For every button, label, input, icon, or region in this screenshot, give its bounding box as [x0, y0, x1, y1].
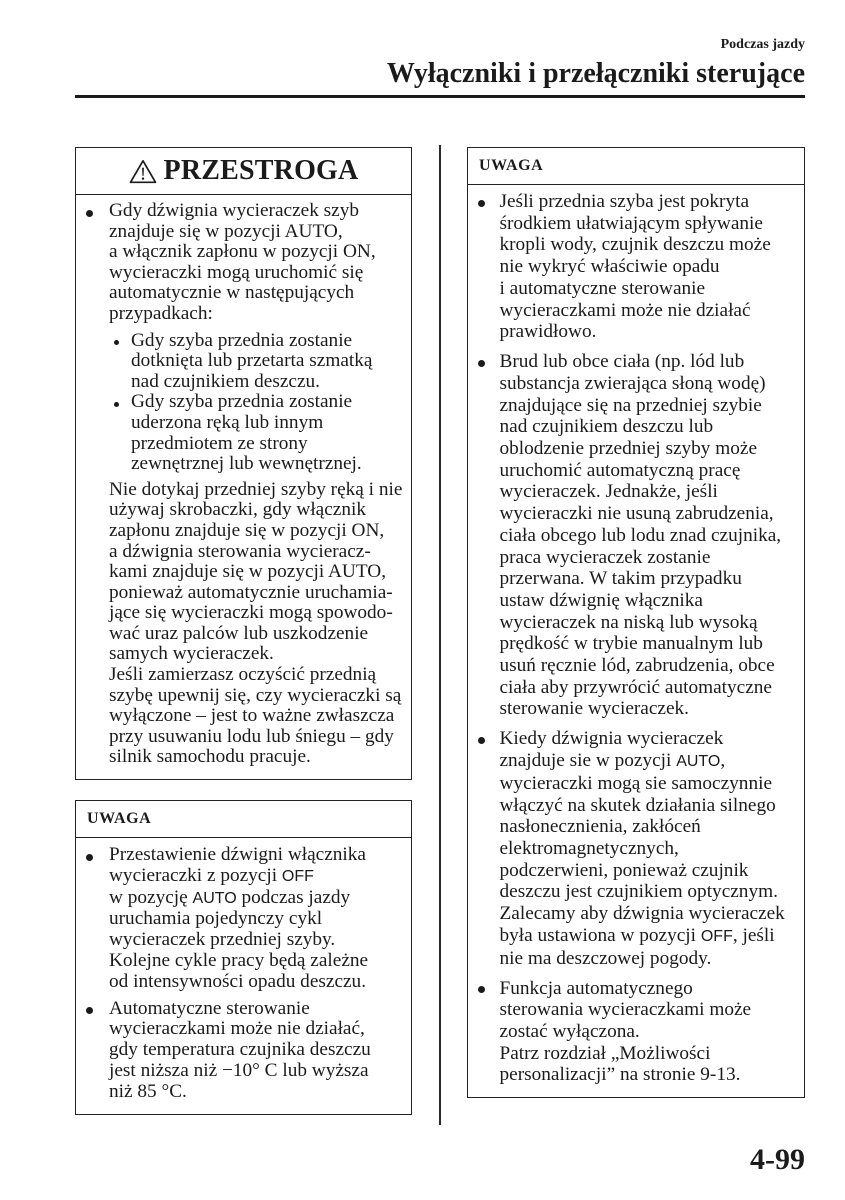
text-line	[500, 750, 805, 773]
text-line: personalizacji” na stronie 9-13.	[499, 1064, 741, 1086]
bullet-icon	[478, 986, 485, 993]
text-line: Przestawienie dźwigni włącznika	[109, 844, 366, 865]
text-line: ciała aby przywrócić automatyczne	[499, 676, 772, 698]
text-line: kropli wody, czujnik deszczu może	[499, 234, 771, 256]
text-run: podczas jazdy	[236, 886, 351, 908]
text-line: niż 85 °C.	[109, 1080, 187, 1102]
text-line: kami znajduje się w pozycji AUTO,	[109, 561, 387, 583]
text-line: samych wycieraczek.	[109, 643, 274, 665]
text-line: deszczu jest czujnikiem optycznym.	[499, 881, 778, 903]
text-line: Jeśli przednia szyba jest pokryta	[499, 191, 750, 212]
text-line: szybę upewnij się, czy wycieraczki są	[109, 684, 402, 706]
text-line: dotknięta lub przetarta szmatką	[131, 350, 373, 372]
note-header	[76, 801, 411, 838]
note-item	[468, 978, 804, 1087]
text-line: prędkość w trybie manualnym lub	[499, 633, 763, 655]
sub-list	[109, 331, 411, 475]
sub-bullet-icon	[114, 340, 119, 345]
text-line: Gdy dźwignia wycieraczek szyb	[109, 200, 360, 221]
text-line: wycieraczek na niską lub wysoką	[499, 611, 758, 633]
bullet-icon	[478, 200, 485, 207]
note-heading: UWAGA	[479, 157, 544, 174]
text-line: silnik samochodu pracuje.	[109, 746, 311, 768]
text-line: oblodzenie przedniej szyby może	[499, 438, 758, 460]
text-line: nad czujnikiem deszczu lub	[499, 416, 714, 438]
note-item	[468, 728, 804, 969]
text-line: sterowania wycieraczkami może	[499, 999, 752, 1021]
text-line: podczerwieni, ponieważ czujnik	[499, 859, 749, 881]
bullet-icon	[478, 360, 485, 367]
text-run: znajduje sie w pozycji	[499, 750, 677, 772]
text-line	[109, 866, 411, 888]
text-line: zostać wyłączona.	[499, 1020, 640, 1042]
text-line: Brud lub obce ciała (np. lód lub	[499, 351, 745, 373]
text-line: przy usuwaniu lodu lub śniegu – gdy	[109, 725, 394, 747]
text-line: wycieraczek. Jednakże, jeśli	[499, 481, 718, 503]
text-line: substancja zwierająca słoną wodę)	[499, 372, 766, 394]
text-line: przedmiotem ze strony	[131, 432, 308, 454]
text-line: od intensywności opadu deszczu.	[109, 970, 367, 992]
caution-heading: PRZESTROGA	[163, 155, 359, 186]
text-line: automatycznie w następujących	[109, 282, 355, 304]
switch-position-label: AUTO	[676, 753, 721, 771]
switch-position-label: AUTO	[192, 889, 237, 907]
page-number: 4-99	[750, 1143, 805, 1176]
text-line: Gdy szyba przednia zostanie	[131, 391, 353, 413]
text-line: zapłonu znajduje się w pozycji ON,	[109, 519, 385, 541]
text-line: wycieraczkami może nie działać	[499, 299, 751, 321]
text-line	[109, 888, 411, 910]
text-run: w pozycję	[109, 886, 193, 908]
caution-header	[76, 148, 411, 195]
text-line: znajdujące się na przedniej szybie	[499, 394, 762, 416]
note-item	[76, 845, 411, 993]
text-line: nie wykryć właściwie opadu	[499, 256, 720, 278]
text-line: Patrz rozdział „Możliwości	[499, 1042, 711, 1064]
text-run: ,	[720, 750, 726, 772]
text-line: i automatyczne sterowanie	[499, 277, 706, 299]
text-line: Gdy szyba przednia zostanie	[131, 329, 353, 351]
bullet-icon	[478, 737, 485, 744]
caution-paragraph	[109, 480, 411, 768]
note-item	[76, 999, 411, 1103]
sub-bullet-icon	[114, 402, 119, 407]
note-box-left	[75, 800, 412, 1115]
text-line: uruchamia pojedynczy cykl	[109, 908, 323, 930]
text-run: wycieraczki z pozycji	[109, 864, 282, 886]
text-line: Funkcja automatycznego	[499, 977, 693, 999]
text-line: wycieraczkami może nie działać,	[109, 1018, 365, 1040]
text-line: wycieraczki mogą uruchomić się	[109, 261, 364, 283]
text-line: Nie dotykaj przedniej szyby ręką i nie	[109, 478, 403, 500]
note-box-right	[467, 147, 805, 1098]
sub-item	[109, 392, 411, 474]
text-run: , jeśli	[732, 924, 775, 946]
header-rule	[75, 95, 805, 98]
caution-box	[75, 147, 412, 780]
text-line: Jeśli zamierzasz oczyścić przednią	[109, 664, 377, 686]
switch-position-label: OFF	[700, 927, 733, 945]
text-line: wycieraczki mogą sie samoczynnie	[499, 772, 772, 794]
text-line: używaj skrobaczki, gdy włącznik	[109, 499, 366, 521]
text-line: sterowanie wycieraczek.	[499, 698, 689, 720]
text-run: była ustawiona w pozycji	[499, 924, 701, 946]
text-line: a włącznik zapłonu w pozycji ON,	[109, 241, 376, 263]
text-line: wać uraz palców lub uszkodzenie	[109, 622, 369, 644]
note-content	[76, 838, 411, 1103]
text-line: środkiem ułatwiającym spływanie	[499, 212, 763, 234]
switch-position-label: OFF	[281, 867, 314, 885]
text-line: jące się wycieraczki mogą spowodo-	[109, 602, 393, 624]
note-heading: UWAGA	[87, 810, 152, 827]
text-line: nad czujnikiem deszczu.	[131, 370, 320, 392]
text-line: nasłonecznienia, zakłóceń	[499, 816, 701, 838]
caution-item	[76, 201, 411, 768]
text-line: uderzona ręką lub innym	[131, 411, 324, 433]
text-line: Kiedy dźwignia wycieraczek	[499, 728, 724, 750]
bullet-icon	[86, 854, 93, 861]
text-line: przypadkach:	[109, 302, 213, 324]
text-line: zewnętrznej lub wewnętrznej.	[131, 453, 362, 475]
text-line: a dźwignia sterowania wycieracz-	[109, 540, 371, 562]
text-line: jest niższa niż −10° C lub wyższa	[109, 1059, 369, 1081]
text-line: gdy temperatura czujnika deszczu	[109, 1039, 371, 1061]
text-line	[500, 925, 805, 948]
section-label: Podczas jazdy	[720, 37, 805, 52]
text-line: praca wycieraczek zostanie	[499, 546, 711, 568]
text-line: nie ma deszczowej pogody.	[499, 947, 712, 969]
text-line: przerwana. W takim przypadku	[499, 568, 742, 590]
page-title: Wyłączniki i przełączniki sterujące	[386, 58, 805, 89]
text-line: ponieważ automatycznie uruchamia-	[109, 581, 393, 603]
text-line: Automatyczne sterowanie	[109, 997, 310, 1019]
column-divider	[439, 145, 441, 1125]
sub-item	[109, 331, 411, 393]
text-line: wycieraczek przedniej szyby.	[109, 929, 336, 951]
bullet-icon	[86, 210, 93, 217]
text-line: ciała obcego lub lodu znad czujnika,	[499, 524, 782, 546]
text-line: wyłączone – jest to ważne zwłaszcza	[109, 705, 395, 727]
text-line: uruchomić automatyczną pracę	[499, 459, 741, 481]
text-line: ustaw dźwignię włącznika	[499, 589, 703, 611]
caution-content	[76, 195, 411, 768]
bullet-icon	[86, 1007, 93, 1014]
note-header	[468, 148, 804, 185]
text-line: elektromagnetycznych,	[499, 837, 679, 859]
text-line: Zalecamy aby dźwignia wycieraczek	[499, 903, 785, 925]
warning-triangle-icon	[129, 159, 157, 184]
note-item	[468, 351, 804, 720]
text-line: wycieraczki nie usuną zabrudzenia,	[499, 503, 774, 525]
text-line: usuń ręcznie lód, zabrudzenia, obce	[499, 655, 775, 677]
note-content	[468, 185, 804, 1086]
text-line: włączyć na skutek działania silnego	[499, 794, 776, 816]
text-line: prawidłowo.	[499, 321, 597, 343]
text-line: Kolejne cykle pracy będą zależne	[109, 949, 369, 971]
text-line: znajduje się w pozycji AUTO,	[109, 220, 343, 242]
note-item	[468, 191, 804, 343]
